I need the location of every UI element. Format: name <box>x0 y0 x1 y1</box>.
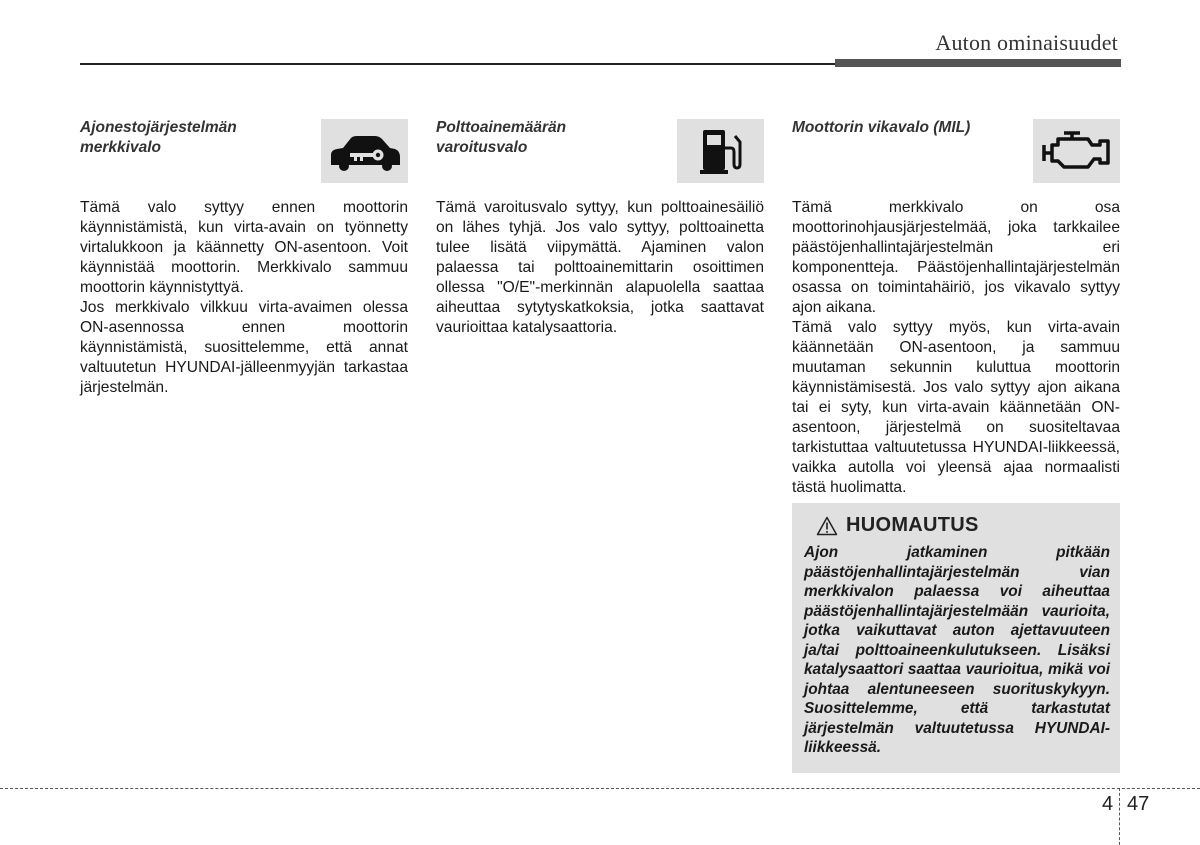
paragraph: Jos merkkivalo vilkkuu virta-avaimen olessa ON-asennossa ennen moottorin käynnistämistä, suosittelemme, että annat valtuutetun HYUNDAI-jälleenmyyjän tarkastaa järjestelmän. <box>80 299 408 396</box>
page-number: 47 <box>1127 793 1150 815</box>
paragraph: Tämä merkkivalo on osa moottorinohjausjärjestelmää, joka tarkkailee päästöjenhallintajärjestelmän eri komponentteja. Päästöjenhallintajärjestelmän osassa on toimintahäiriö, jos vikavalo syttyy ajon aikana. <box>792 199 1120 316</box>
header-rule-accent <box>835 59 1121 67</box>
immobilizer-indicator-box <box>321 119 408 183</box>
header-rule <box>80 63 840 65</box>
notice-header <box>816 514 979 537</box>
paragraph: Tämä valo syttyy myös, kun virta-avain käännetään ON-asentoon, ja sammuu muutaman sekunnin kuluttua moottorin käynnistämisestä. Jos valo syttyy ajon aikana tai ei syty, kun virta-avain käännetään ON-asentoon, järjestelmä on suositeltavaa tarkistuttaa valtuutetussa HYUNDAI-liikkeessä, vaikka autolla voi yleensä ajaa normaalisti tästä huolimatta. <box>792 319 1120 496</box>
low-fuel-body <box>436 198 764 338</box>
paragraph: Tämä varoitusvalo syttyy, kun polttoainesäiliö on lähes tyhjä. Jos valo syttyy, polttoainetta tulee lisätä viipymättä. Ajaminen valon palaessa tai polttoainemittarin osoittimen ollessa "O/E"-merkinnän alapuolella saattaa aiheuttaa sytytyskatkoksia, jotka saattavat vaurioittaa katalysaattoria. <box>436 199 764 336</box>
notice-title: HUOMAUTUS <box>846 514 979 536</box>
notice-box <box>792 503 1120 773</box>
footer-divider <box>1119 788 1120 845</box>
paragraph: Tämä valo syttyy ennen moottorin käynnistämistä, kun virta-avain on työnnetty virtalukkoon ja käännetty ON-asentoon. Voit käynnistää moottorin. Merkkivalo sammuu moottorin käynnistyttyä. <box>80 199 408 296</box>
low-fuel-title: Polttoainemäärän varoitusvalo <box>436 119 567 156</box>
mil-title: Moottorin vikavalo (MIL) <box>792 119 971 136</box>
warning-triangle-icon <box>816 516 838 536</box>
chapter-number: 4 <box>1102 793 1114 815</box>
mil-indicator-box <box>1033 119 1120 183</box>
low-fuel-indicator-box <box>677 119 764 183</box>
section-title: Auton ominaisuudet <box>935 30 1118 55</box>
mil-body <box>792 198 1120 498</box>
footer-rule <box>0 788 1200 789</box>
engine-check-icon <box>1040 129 1114 173</box>
car-key-icon <box>327 131 403 171</box>
fuel-pump-icon <box>697 126 745 176</box>
immobilizer-title: Ajonestojärjestelmän merkkivalo <box>80 119 237 156</box>
immobilizer-body <box>80 198 408 398</box>
notice-text: Ajon jatkaminen pitkään päästöjenhallintajärjestelmän vian merkkivalon palaessa voi aiheuttaa päästöjenhallintajärjestelmään vaurioita, jotka vaikuttavat auton ajettavuuteen ja/tai polttoaineenkulutukseen. Lisäksi katalysaattori saattaa vaurioitua, mikä voi johtaa alentuneeseen suorituskykyyn. Suosittelemme, että tarkastutat järjestelmän valtuutetussa HYUNDAI-liikkeessä. <box>804 544 1110 756</box>
